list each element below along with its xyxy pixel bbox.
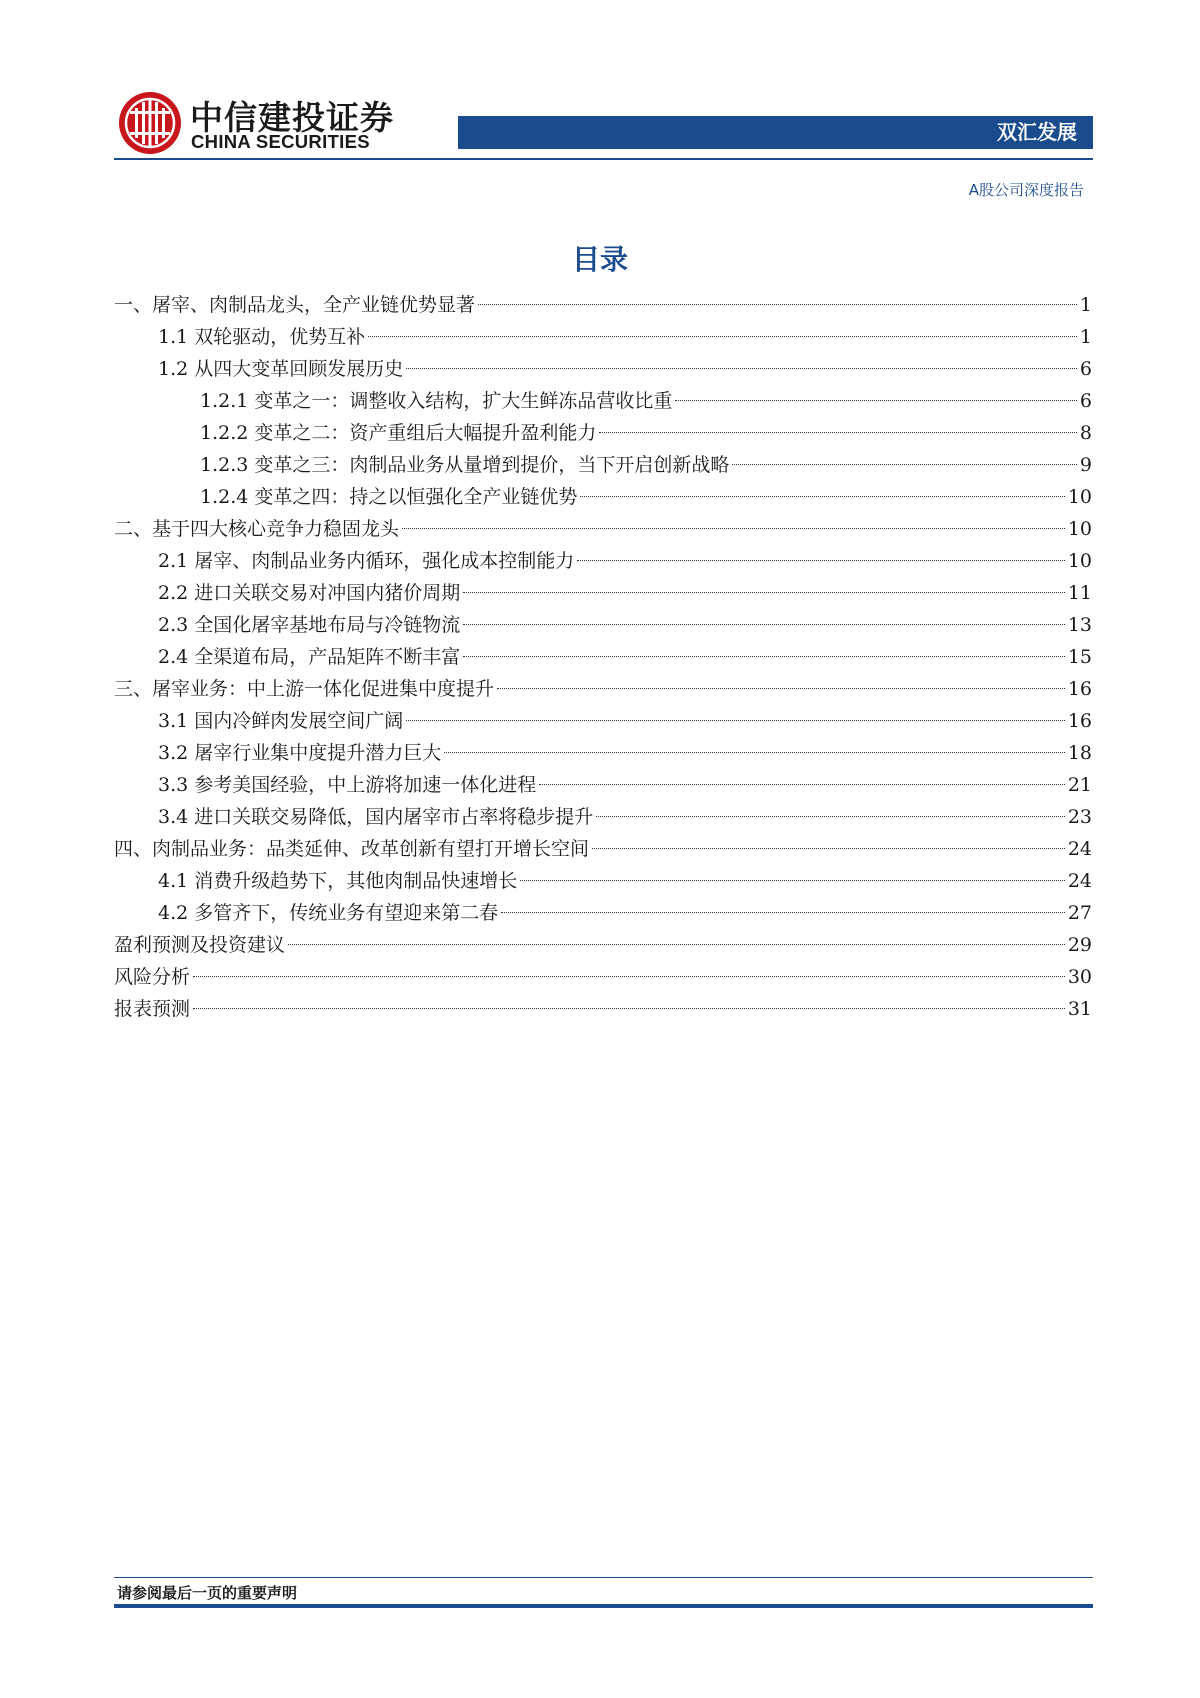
toc-entry-label: 三、屠宰业务：中上游一体化促进集中度提升 bbox=[114, 678, 495, 700]
toc-entry-label: 3.1 国内冷鲜肉发展空间广阔 bbox=[158, 710, 404, 732]
toc-entry-label: 1.1 双轮驱动，优势互补 bbox=[158, 326, 366, 348]
toc-entry-page: 11 bbox=[1067, 582, 1092, 604]
toc-entry[interactable] bbox=[114, 929, 1092, 961]
toc-dot-leader bbox=[463, 592, 1065, 593]
toc-entry[interactable] bbox=[114, 673, 1092, 705]
toc-entry-page: 6 bbox=[1079, 390, 1092, 412]
footer-disclaimer: 请参阅最后一页的重要声明 bbox=[117, 1584, 298, 1602]
toc-entry-label: 二、基于四大核心竞争力稳固龙头 bbox=[114, 518, 400, 540]
toc-dot-leader bbox=[497, 688, 1065, 689]
toc-entry-page: 9 bbox=[1079, 454, 1092, 476]
toc-entry-label: 2.4 全渠道布局，产品矩阵不断丰富 bbox=[158, 646, 461, 668]
toc-entry[interactable] bbox=[114, 481, 1092, 513]
toc-dot-leader bbox=[368, 336, 1077, 337]
header-bar bbox=[458, 116, 1093, 149]
table-of-contents bbox=[114, 289, 1092, 1025]
toc-dot-leader bbox=[193, 976, 1065, 977]
toc-entry-page: 24 bbox=[1067, 870, 1092, 892]
toc-dot-leader bbox=[463, 656, 1065, 657]
toc-dot-leader bbox=[599, 432, 1077, 433]
toc-entry[interactable] bbox=[114, 833, 1092, 865]
toc-entry-page: 31 bbox=[1067, 998, 1092, 1020]
toc-entry[interactable] bbox=[114, 801, 1092, 833]
toc-entry-label: 3.4 进口关联交易降低，国内屠宰市占率将稳步提升 bbox=[158, 806, 594, 828]
toc-entry[interactable] bbox=[114, 705, 1092, 737]
toc-entry-label: 3.2 屠宰行业集中度提升潜力巨大 bbox=[158, 742, 442, 764]
toc-dot-leader bbox=[193, 1008, 1065, 1009]
toc-entry-page: 16 bbox=[1067, 710, 1092, 732]
toc-dot-leader bbox=[478, 304, 1077, 305]
toc-entry-label: 4.1 消费升级趋势下，其他肉制品快速增长 bbox=[158, 870, 518, 892]
toc-entry-label: 1.2 从四大变革回顾发展历史 bbox=[158, 358, 404, 380]
toc-entry[interactable] bbox=[114, 993, 1092, 1025]
toc-entry[interactable] bbox=[114, 897, 1092, 929]
toc-entry-label: 1.2.2 变革之二：资产重组后大幅提升盈利能力 bbox=[200, 422, 597, 444]
toc-entry-page: 13 bbox=[1067, 614, 1092, 636]
toc-entry[interactable] bbox=[114, 865, 1092, 897]
toc-dot-leader bbox=[520, 880, 1065, 881]
toc-entry-page: 30 bbox=[1067, 966, 1092, 988]
toc-entry-page: 10 bbox=[1067, 550, 1092, 572]
toc-entry-page: 1 bbox=[1079, 326, 1092, 348]
toc-entry-page: 23 bbox=[1067, 806, 1092, 828]
toc-entry-label: 4.2 多管齐下，传统业务有望迎来第二春 bbox=[158, 902, 499, 924]
toc-entry[interactable] bbox=[114, 353, 1092, 385]
toc-dot-leader bbox=[732, 464, 1077, 465]
toc-dot-leader bbox=[596, 816, 1065, 817]
toc-entry[interactable] bbox=[114, 449, 1092, 481]
toc-entry-label: 1.2.1 变革之一：调整收入结构，扩大生鲜冻品营收比重 bbox=[200, 390, 673, 412]
toc-dot-leader bbox=[406, 368, 1077, 369]
toc-entry[interactable] bbox=[114, 737, 1092, 769]
toc-entry-page: 16 bbox=[1067, 678, 1092, 700]
toc-entry-label: 一、屠宰、肉制品龙头，全产业链优势显著 bbox=[114, 294, 476, 316]
toc-entry-label: 2.1 屠宰、肉制品业务内循环，强化成本控制能力 bbox=[158, 550, 575, 572]
toc-entry-label: 四、肉制品业务：品类延伸、改革创新有望打开增长空间 bbox=[114, 838, 590, 860]
toc-dot-leader bbox=[501, 912, 1065, 913]
header-divider bbox=[114, 158, 1093, 160]
toc-entry-page: 6 bbox=[1079, 358, 1092, 380]
toc-entry-page: 10 bbox=[1067, 486, 1092, 508]
toc-entry-label: 2.3 全国化屠宰基地布局与冷链物流 bbox=[158, 614, 461, 636]
toc-entry[interactable] bbox=[114, 321, 1092, 353]
toc-entry[interactable] bbox=[114, 641, 1092, 673]
report-type: A股公司深度报告 bbox=[968, 181, 1084, 199]
toc-entry-page: 24 bbox=[1067, 838, 1092, 860]
brand-name-cn: 中信建投证券 bbox=[190, 98, 394, 137]
toc-entry-page: 8 bbox=[1079, 422, 1092, 444]
toc-dot-leader bbox=[463, 624, 1065, 625]
toc-dot-leader bbox=[402, 528, 1065, 529]
toc-dot-leader bbox=[577, 560, 1065, 561]
toc-entry[interactable] bbox=[114, 545, 1092, 577]
toc-dot-leader bbox=[288, 944, 1065, 945]
toc-dot-leader bbox=[592, 848, 1065, 849]
footer-divider-thin bbox=[114, 1577, 1093, 1578]
toc-entry-page: 21 bbox=[1067, 774, 1092, 796]
toc-dot-leader bbox=[675, 400, 1077, 401]
toc-entry-label: 报表预测 bbox=[114, 998, 191, 1020]
toc-entry-label: 3.3 参考美国经验，中上游将加速一体化进程 bbox=[158, 774, 537, 796]
toc-dot-leader bbox=[580, 496, 1064, 497]
toc-entry-page: 15 bbox=[1067, 646, 1092, 668]
toc-dot-leader bbox=[539, 784, 1065, 785]
toc-entry-page: 18 bbox=[1067, 742, 1092, 764]
toc-entry-label: 1.2.4 变革之四：持之以恒强化全产业链优势 bbox=[200, 486, 578, 508]
toc-dot-leader bbox=[406, 720, 1065, 721]
toc-entry-page: 29 bbox=[1067, 934, 1092, 956]
toc-entry[interactable] bbox=[114, 577, 1092, 609]
toc-entry[interactable] bbox=[114, 385, 1092, 417]
toc-entry[interactable] bbox=[114, 289, 1092, 321]
toc-entry[interactable] bbox=[114, 609, 1092, 641]
toc-entry[interactable] bbox=[114, 513, 1092, 545]
toc-entry[interactable] bbox=[114, 961, 1092, 993]
toc-entry-page: 27 bbox=[1067, 902, 1092, 924]
toc-dot-leader bbox=[444, 752, 1065, 753]
company-name: 双汇发展 bbox=[997, 120, 1077, 144]
toc-entry-label: 2.2 进口关联交易对冲国内猪价周期 bbox=[158, 582, 461, 604]
china-securities-logo-icon bbox=[117, 90, 183, 156]
toc-entry[interactable] bbox=[114, 417, 1092, 449]
toc-entry-page: 1 bbox=[1079, 294, 1092, 316]
toc-entry-label: 盈利预测及投资建议 bbox=[114, 934, 286, 956]
toc-entry-page: 10 bbox=[1067, 518, 1092, 540]
toc-entry-label: 风险分析 bbox=[114, 966, 191, 988]
brand-name-en: CHINA SECURITIES bbox=[191, 131, 370, 152]
toc-entry[interactable] bbox=[114, 769, 1092, 801]
footer-divider-thick bbox=[114, 1604, 1093, 1608]
toc-entry-label: 1.2.3 变革之三：肉制品业务从量增到提价，当下开启创新战略 bbox=[200, 454, 730, 476]
toc-title: 目录 bbox=[571, 243, 628, 276]
